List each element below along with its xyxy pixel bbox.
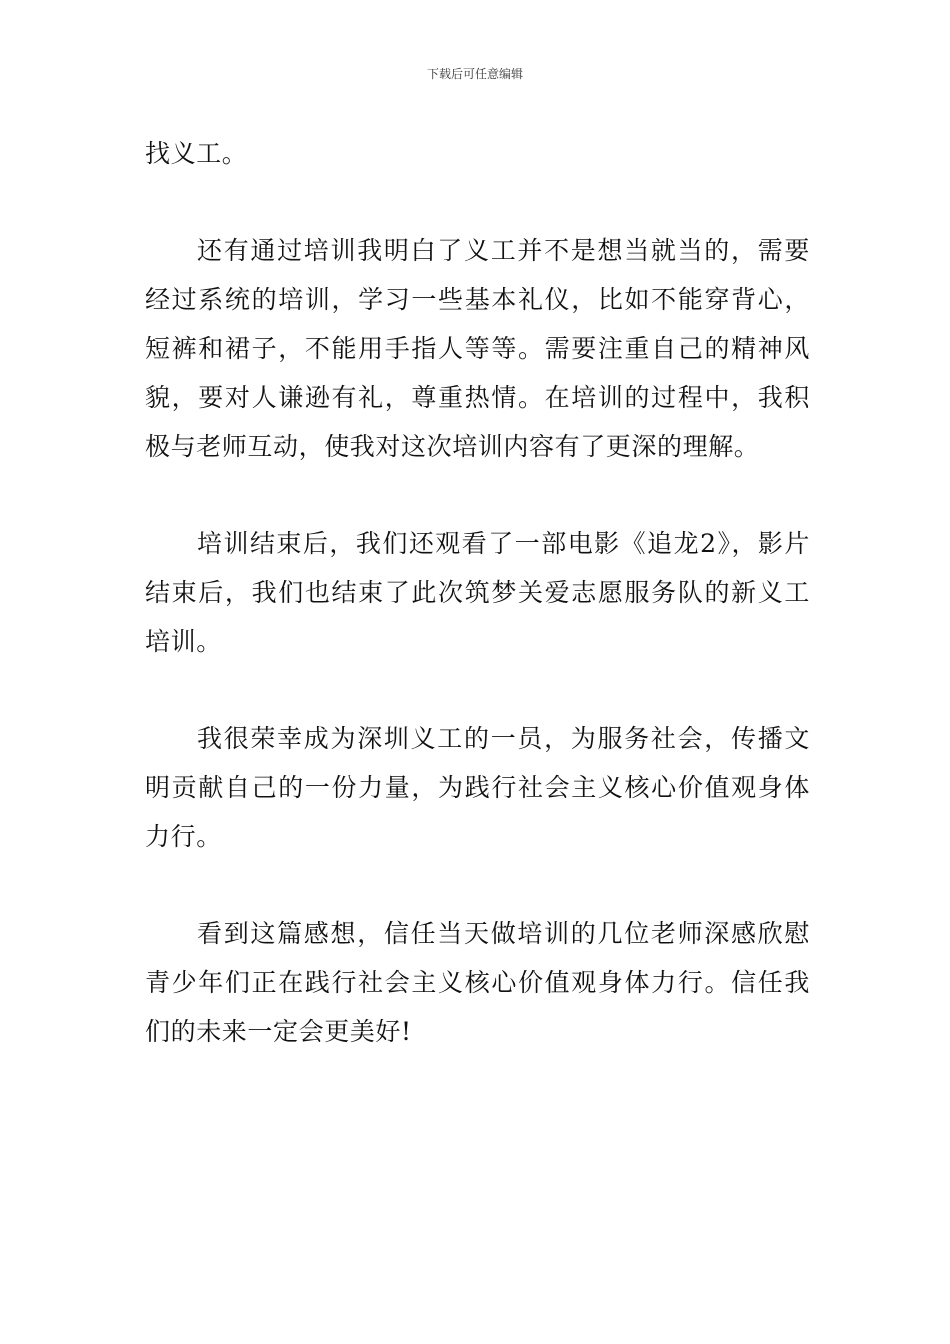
- paragraph-1: 找义工。: [145, 139, 248, 168]
- paragraph-gap: [145, 666, 810, 714]
- paragraph-5: 看到这篇感想，信任当天做培训的几位老师深感欣慰青少年们正在践行社会主义核心价值观身体力行。信任我们的未来一定会更美好!: [145, 919, 810, 1046]
- paragraph-gap: [145, 471, 810, 519]
- document-body: [145, 129, 810, 1056]
- paragraph-gap: [145, 861, 810, 909]
- page-header-note: 下载后可任意编辑: [426, 67, 523, 81]
- paragraph-gap: [145, 178, 810, 226]
- paragraph-4: 我很荣幸成为深圳义工的一员，为服务社会，传播文明贡献自己的一份力量，为践行社会主义核心价值观身体力行。: [145, 724, 810, 851]
- paragraph-3: 培训结束后，我们还观看了一部电影《追龙2》，影片结束后，我们也结束了此次筑梦关爱志愿服务队的新义工培训。: [145, 529, 810, 656]
- paragraph-2: 还有通过培训我明白了义工并不是想当就当的，需要经过系统的培训，学习一些基本礼仪，比如不能穿背心，短裤和裙子，不能用手指人等等。需要注重自己的精神风貌，要对人谦逊有礼，尊重热情。在培训的过程中，我积极与老师互动，使我对这次培训内容有了更深的理解。: [145, 236, 810, 461]
